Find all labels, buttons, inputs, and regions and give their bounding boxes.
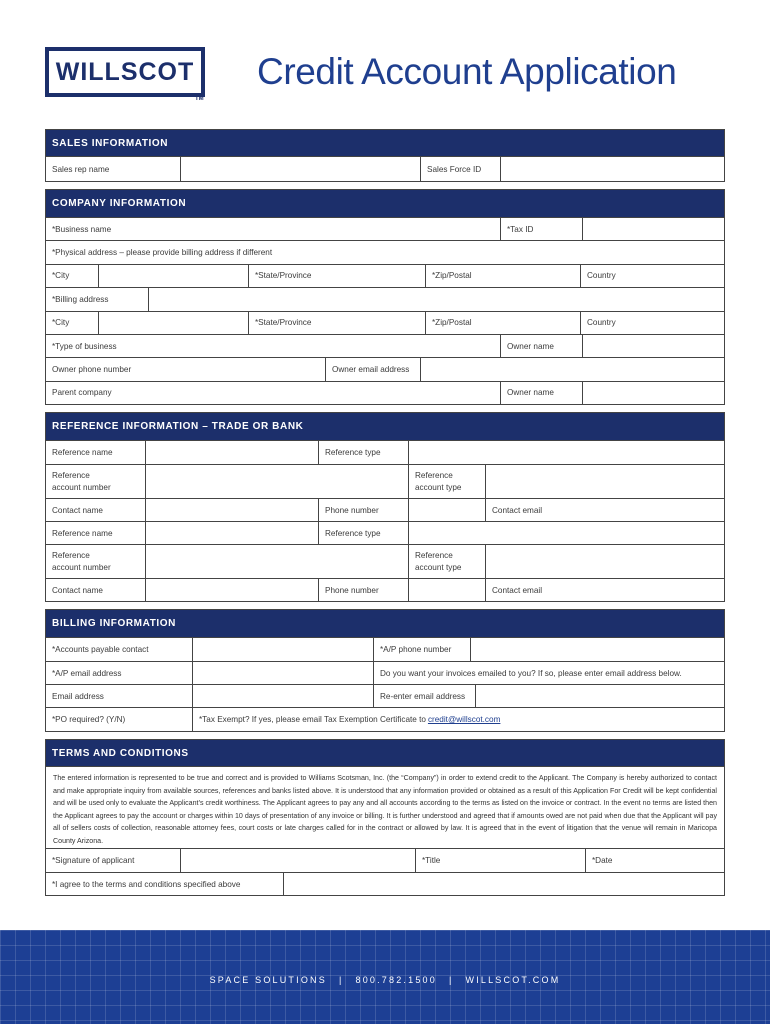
sales-rep-name-input[interactable] [185,157,416,181]
billing-state-field[interactable] [249,312,426,334]
terms-section [45,739,725,896]
reference-2-name-input[interactable] [150,522,314,544]
reference-2-type-input[interactable] [413,522,720,544]
willscot-logo [45,47,205,97]
business-name-input[interactable] [115,218,494,240]
reference-information-section [45,412,725,602]
tax-exempt-label: *Tax Exempt? If yes, please email Tax Exemption Certificate to [199,715,426,724]
physical-state-input[interactable] [315,265,419,287]
date-label: *Date [592,856,613,865]
type-of-business-row [46,334,724,357]
sales-rep-name-field[interactable] [181,157,421,181]
title-label: *Title [422,856,441,865]
footer-website: WILLSCOT.COM [465,975,561,985]
owner-email-field[interactable] [421,358,724,380]
signature-label: *Signature of applicant [46,849,181,872]
billing-zip-label: *Zip/Postal [432,318,472,328]
physical-city-field[interactable] [99,265,249,287]
footer-band [0,930,770,1024]
reenter-email-label: Re-enter email address [374,685,476,707]
reference-2-name-field[interactable] [146,522,319,544]
reference-1-name-row [46,440,724,464]
owner-phone-field[interactable] [46,358,326,380]
email-address-row [46,684,724,707]
logo-text: WILLSCOT [55,57,195,86]
type-of-business-input[interactable] [121,335,494,357]
reference-2-phone-label: Phone number [319,579,409,601]
footer-tagline: SPACE SOLUTIONS [209,975,327,985]
agree-label: *I agree to the terms and conditions specified above [46,873,284,895]
email-address-input[interactable] [197,685,369,707]
owner-contact-row [46,357,724,380]
reference-2-account-type-field[interactable] [486,545,724,578]
owner-name-label: Owner name [501,335,583,357]
reference-1-type-field[interactable] [409,441,724,464]
billing-address-input[interactable] [153,288,720,310]
billing-zip-input[interactable] [476,312,574,334]
sales-rep-name-label: Sales rep name [46,157,181,181]
ap-phone-input[interactable] [475,638,720,661]
physical-state-label: *State/Province [255,271,312,281]
page-title: Credit Account Application [257,51,677,92]
reference-2-contact-name-field[interactable] [146,579,319,601]
billing-city-field[interactable] [99,312,249,334]
date-field[interactable] [586,849,724,872]
reference-2-contact-row [46,578,724,601]
physical-address-input[interactable] [276,241,718,263]
terms-text: The entered information is represented to be true and correct and is provided to Williams Scotsman, Inc. (the “Company”) in order to extend credit to the Applicant. The Company is hereby authorized to contact and make appropriate inquiry from available sources, references and banks listed above. It is understood that any information provided or obtained as a result of this Application For Credit will be kept confidential and will be used only to evaluate the Applicant’s credit worthiness. The Applicant agrees to pay any and all accounts according to the terms as listed on the invoice or contract. In the event no terms are listed then the Applicant agrees to pay the account or charges within 10 days of presentation of any invoice or billing. It is further understood and agreed that if amounts owed are not paid when due that the Applicant will pay all of sellers costs of collection, reasonable attorney fees, court costs or late charges called for in the contract or allowed by law. It is agreed that in the event of litigation that the venue will remain in Maricopa County Arizona. [46,766,724,848]
billing-information-section [45,609,725,732]
reference-1-account-type-input[interactable] [490,465,720,498]
reference-2-contact-email-field[interactable] [486,579,724,601]
reference-1-contact-name-field[interactable] [146,499,319,521]
physical-country-label: Country [587,271,616,281]
parent-owner-name-label: Owner name [501,382,583,404]
billing-country-label: Country [587,318,616,328]
reference-2-account-row [46,544,724,578]
billing-address-label: *Billing address [46,288,149,310]
ap-email-field[interactable] [193,662,374,684]
owner-phone-input[interactable] [135,358,319,380]
signature-row [46,848,724,872]
reference-2-contact-name-label: Contact name [46,579,146,601]
reference-1-contact-email-label: Contact email [492,505,543,515]
billing-state-label: *State/Province [255,318,312,328]
physical-country-field[interactable] [581,265,724,287]
owner-name-input[interactable] [587,335,720,357]
reference-2-contact-email-input[interactable] [546,579,718,601]
billing-address-field[interactable] [149,288,724,310]
reference-2-phone-field[interactable] [409,579,486,601]
reference-1-contact-email-field[interactable] [486,499,724,521]
tax-id-field[interactable] [583,218,724,240]
sales-row [46,156,724,181]
reference-1-account-type-label: Reference account type [409,465,486,498]
billing-information-heading: BILLING INFORMATION [46,610,724,637]
owner-email-label: Owner email address [326,358,421,380]
footer-separator: | [448,975,454,985]
type-of-business-field[interactable] [46,335,501,357]
ap-contact-row [46,637,724,661]
reference-1-contact-row [46,498,724,521]
company-information-section [45,189,725,405]
company-information-heading: COMPANY INFORMATION [46,190,724,217]
billing-address-row [46,287,724,310]
reference-2-account-type-input[interactable] [490,545,720,578]
reference-1-account-row [46,464,724,498]
reference-2-name-row [46,521,724,544]
reference-1-phone-label: Phone number [319,499,409,521]
sales-information-section [45,129,725,182]
owner-name-field[interactable] [583,335,724,357]
ap-phone-field[interactable] [471,638,724,661]
physical-country-input[interactable] [620,265,718,287]
reference-1-contact-email-input[interactable] [546,499,718,521]
billing-country-field[interactable] [581,312,724,334]
agree-row [46,872,724,895]
reference-1-phone-field[interactable] [409,499,486,521]
po-required-label: *PO required? (Y/N) [52,715,126,724]
reference-1-name-input[interactable] [150,441,314,464]
billing-country-input[interactable] [620,312,718,334]
reference-2-account-number-label: Reference account number [46,545,146,578]
reference-1-phone-input[interactable] [413,499,481,521]
sales-information-heading: SALES INFORMATION [46,130,724,156]
owner-email-input[interactable] [425,358,720,380]
parent-owner-name-input[interactable] [587,382,720,404]
parent-company-input[interactable] [116,382,494,404]
agree-input[interactable] [288,873,720,895]
reference-2-account-number-input[interactable] [150,545,404,578]
reference-information-heading: REFERENCE INFORMATION – TRADE OR BANK [46,413,724,440]
billing-city-label: *City [46,312,99,334]
terms-heading: TERMS AND CONDITIONS [46,740,724,766]
ap-contact-field[interactable] [193,638,374,661]
reference-1-contact-name-label: Contact name [46,499,146,521]
reference-2-type-label: Reference type [319,522,409,544]
signature-field[interactable] [181,849,416,872]
footer-separator: | [338,975,344,985]
ap-contact-label: *Accounts payable contact [46,638,193,661]
reference-2-type-field[interactable] [409,522,724,544]
physical-location-row [46,264,724,287]
physical-state-field[interactable] [249,265,426,287]
type-of-business-label: *Type of business [52,341,117,351]
business-name-label: *Business name [52,224,112,234]
tax-id-label: *Tax ID [501,218,583,240]
reference-2-contact-name-input[interactable] [150,579,314,601]
email-invoices-prompt: Do you want your invoices emailed to you? If so, please enter email address below. [380,668,682,678]
parent-owner-name-field[interactable] [583,382,724,404]
sales-force-id-input[interactable] [505,157,720,181]
tax-exemption-email-link[interactable]: credit@willscot.com [427,715,501,724]
title-input[interactable] [444,849,579,872]
ap-phone-label: *A/P phone number [374,638,471,661]
footer-phone: 800.782.1500 [355,975,437,985]
reference-1-account-number-input[interactable] [150,465,404,498]
email-address-label: Email address [46,685,193,707]
footer-text [0,975,770,985]
ap-contact-input[interactable] [197,638,369,661]
owner-phone-label: Owner phone number [52,365,132,375]
title-field[interactable] [416,849,586,872]
reference-1-type-input[interactable] [413,441,720,464]
physical-zip-label: *Zip/Postal [432,271,472,281]
billing-location-row [46,311,724,334]
parent-company-label: Parent company [52,388,112,398]
parent-company-field[interactable] [46,382,501,404]
parent-company-row [46,381,724,404]
reference-1-account-number-field[interactable] [146,465,409,498]
reference-1-account-number-label: Reference account number [46,465,146,498]
agree-field[interactable] [284,873,724,895]
email-address-field[interactable] [193,685,374,707]
business-name-row [46,217,724,240]
physical-address-row [46,240,724,263]
sales-force-id-field[interactable] [501,157,724,181]
reference-1-name-label: Reference name [46,441,146,464]
tax-id-input[interactable] [587,218,720,240]
reenter-email-input[interactable] [480,685,720,707]
physical-address-label: *Physical address – please provide billing address if different [52,248,273,258]
tax-exempt-note [193,708,724,731]
reference-2-account-type-label: Reference account type [409,545,486,578]
physical-zip-field[interactable] [426,265,581,287]
reenter-email-field[interactable] [476,685,724,707]
reference-1-account-type-field[interactable] [486,465,724,498]
business-name-field[interactable] [46,218,501,240]
po-required-input[interactable] [129,708,186,731]
sales-force-id-label: Sales Force ID [421,157,501,181]
reference-2-phone-input[interactable] [413,579,481,601]
reference-1-name-field[interactable] [146,441,319,464]
reference-2-account-number-field[interactable] [146,545,409,578]
ap-email-row [46,661,724,684]
physical-city-label: *City [46,265,99,287]
reference-2-name-label: Reference name [46,522,146,544]
po-required-field[interactable] [46,708,193,731]
billing-city-input[interactable] [103,312,244,334]
reference-1-contact-name-input[interactable] [150,499,314,521]
signature-input[interactable] [185,849,411,872]
ap-email-label: *A/P email address [46,662,193,684]
trademark-symbol: TM [195,96,204,102]
billing-zip-field[interactable] [426,312,581,334]
ap-email-input[interactable] [197,662,369,684]
billing-state-input[interactable] [315,312,419,334]
date-input[interactable] [616,849,718,872]
po-tax-row [46,707,724,731]
physical-city-input[interactable] [103,265,244,287]
reference-1-type-label: Reference type [319,441,409,464]
physical-address-field[interactable] [46,241,724,263]
reference-2-contact-email-label: Contact email [492,585,543,595]
physical-zip-input[interactable] [476,265,574,287]
